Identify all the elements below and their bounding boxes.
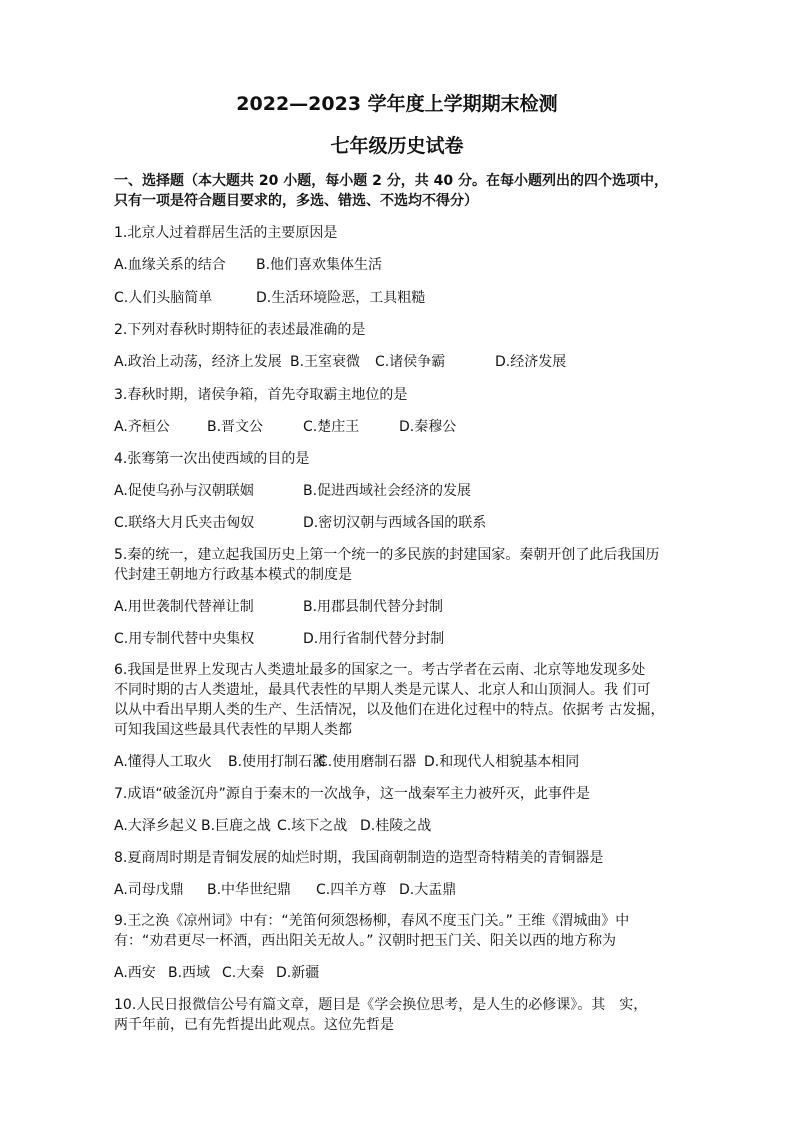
question-5-stem-line-2: 代封建王朝地方行政基本模式的制度是 (114, 567, 352, 583)
question-4-option-c: C.联络大月氏夹击匈奴 (114, 515, 255, 531)
question-8-option-b: B.中华世纪鼎 (207, 882, 292, 898)
question-6-stem-line-3: 以从中看出早期人类的生产、生活情况，以及他们在进化过程中的特点。依据考 古发掘， (114, 702, 665, 718)
question-5-option-c: C.用专制代替中央集权 (114, 631, 255, 647)
question-2-option-b: B.王室衰微 (290, 354, 361, 370)
question-7-option-d: D.桂陵之战 (360, 818, 432, 834)
question-6-option-c: C.使用磨制石器 (318, 754, 417, 770)
question-2-stem: 2.下列对春秋时期特征的表述最准确的是 (114, 322, 366, 338)
question-9-option-d: D.新疆 (276, 965, 320, 981)
question-3-option-c: C.楚庄王 (303, 419, 360, 435)
question-2-option-d: D.经济发展 (495, 354, 567, 370)
question-7-stem: 7.成语“破釜沉舟”源自于秦末的一次战争，这一战秦军主力被歼灭，此事件是 (114, 786, 590, 802)
question-9-option-b: B.西域 (168, 965, 211, 981)
question-1-option-d: D.生活环境险恶，工具粗糙 (256, 290, 426, 306)
question-6-option-b: B.使用打制石器 (228, 754, 327, 770)
question-5-stem-line-1: 5.秦的统一，建立起我国历史上第一个统一的多民族的封建国家。秦朝开创了此后我国历 (114, 547, 660, 563)
question-7-option-a: A.大泽乡起义 (114, 818, 198, 834)
question-1-option-a: A.血缘关系的结合 (114, 257, 226, 273)
question-3-stem: 3.春秋时期，诸侯争箱，首先夺取霸主地位的是 (114, 387, 408, 403)
question-3-option-a: A.齐桓公 (114, 419, 170, 435)
question-4-option-d: D.密切汉朝与西域各国的联系 (303, 515, 487, 531)
question-6-stem-line-1: 6.我国是世界上发现古人类遗址最多的国家之一。考古学者在云南、北京等地发现多处 (114, 662, 646, 678)
question-1-option-b: B.他们喜欢集体生活 (256, 257, 383, 273)
section-heading-line-1: 一、选择题（本大题共 20 小题，每小题 2 分，共 40 分。在每小题列出的四个选项中， (114, 173, 668, 189)
question-4-option-a: A.促使乌孙与汉朝联姻 (114, 483, 254, 499)
question-9-stem-line-2: 有：“劝君更尽一杯酒，西出阳关无故人。” 汉朝时把玉门关、阳关以西的地方称为 (114, 933, 616, 949)
question-10-stem-line-1: 10.人民日报微信公号有篇文章，题目是《学会换位思考，是人生的必修课》。其 实， (114, 997, 648, 1013)
question-6-stem-line-2: 不同时期的古人类遗址，最具代表性的早期人类是元谋人、北京人和山顶洞人。我 们可 (114, 682, 651, 698)
question-4-option-b: B.促进西域社会经济的发展 (303, 483, 472, 499)
question-2-option-a: A.政治上动荡，经济上发展 (114, 354, 282, 370)
question-9-option-a: A.西安 (114, 965, 156, 981)
question-5-option-a: A.用世袭制代替禅让制 (114, 599, 254, 615)
question-10-stem-line-2: 两千年前，已有先哲提出此观点。这位先哲是 (114, 1017, 394, 1033)
question-8-stem: 8.夏商周时期是青铜发展的灿烂时期，我国商朝制造的造型奇特精美的青铜器是 (114, 850, 604, 866)
question-1-stem: 1.北京人过着群居生活的主要原因是 (114, 225, 338, 241)
question-5-option-b: B.用郡县制代替分封制 (303, 599, 444, 615)
question-5-option-d: D.用行省制代替分封制 (303, 631, 445, 647)
question-6-option-a: A.懂得人工取火 (114, 754, 212, 770)
question-8-option-d: D.大盂鼎 (399, 882, 457, 898)
question-3-option-b: B.晋文公 (207, 419, 264, 435)
question-6-option-d: D.和现代人相貌基本相同 (424, 754, 580, 770)
question-8-option-a: A.司母戊鼎 (114, 882, 184, 898)
question-9-stem-line-1: 9.王之涣《凉州词》中有：“羌笛何须怨杨柳，春风不度玉门关。” 王维《渭城曲》中 (114, 913, 630, 929)
question-4-stem: 4.张骞第一次出使西域的目的是 (114, 451, 310, 467)
question-1-option-c: C.人们头脑简单 (114, 290, 213, 306)
question-7-option-b: B.巨鹿之战 (201, 818, 272, 834)
question-2-option-c: C.诸侯争霸 (375, 354, 446, 370)
question-3-option-d: D.秦穆公 (399, 419, 457, 435)
question-6-stem-line-4: 可知我国这些最具代表性的早期人类都 (114, 722, 352, 738)
exam-title: 2022—2023 学年度上学期期末检测 (236, 93, 558, 115)
exam-subtitle: 七年级历史试卷 (330, 135, 464, 157)
question-7-option-c: C.垓下之战 (277, 818, 348, 834)
section-heading-line-2: 只有一项是符合题目要求的，多选、错选、不选均不得分） (114, 193, 478, 209)
question-9-option-c: C.大秦 (222, 965, 265, 981)
question-8-option-c: C.四羊方尊 (316, 882, 387, 898)
